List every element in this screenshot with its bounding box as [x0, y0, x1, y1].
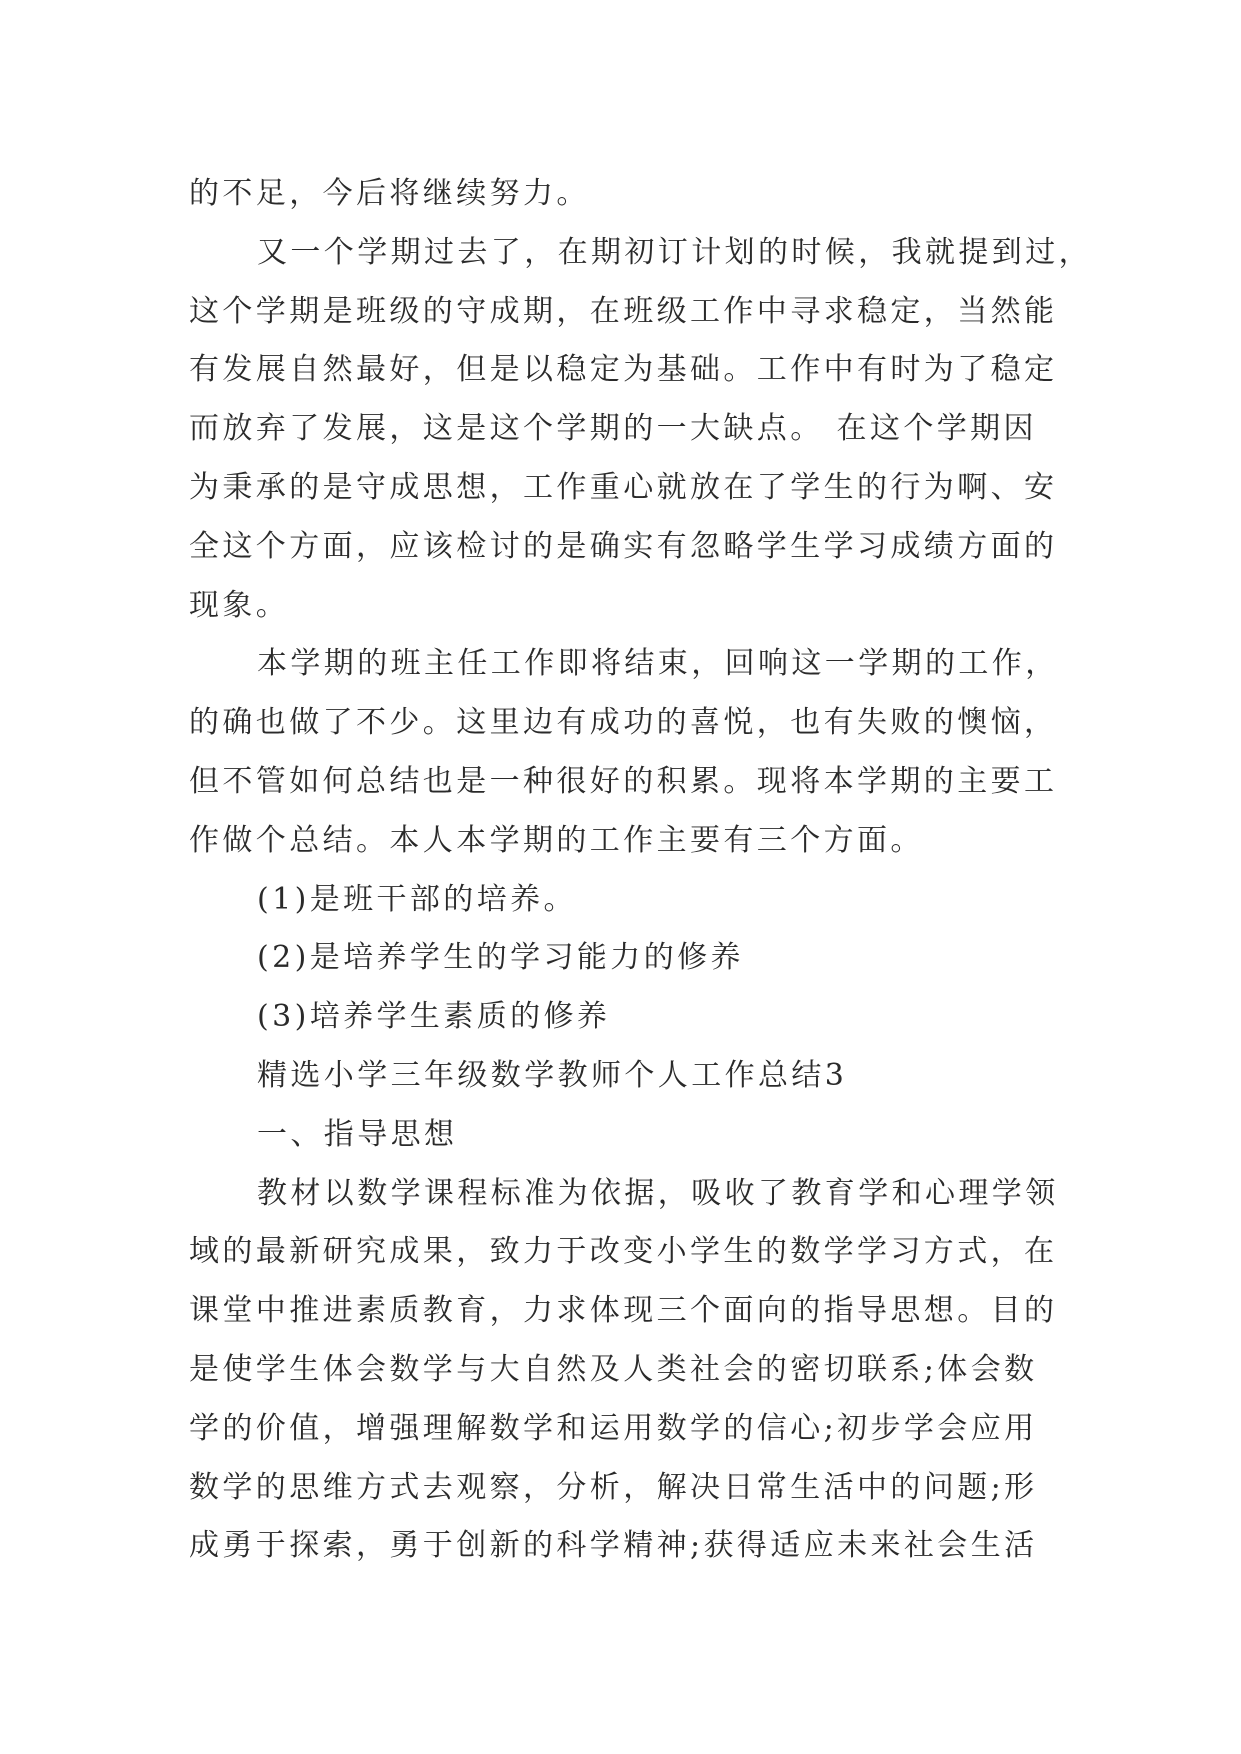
text-line: 的确也做了不少。这里边有成功的喜悦，也有失败的懊恼， — [189, 705, 1058, 741]
text-line: 有发展自然最好，但是以稳定为基础。工作中有时为了稳定 — [189, 352, 1058, 388]
text-line: 现象。 — [189, 587, 290, 623]
text-line: 这个学期是班级的守成期，在班级工作中寻求稳定，当然能 — [189, 293, 1058, 329]
paragraph-first-line: 又一个学期过去了，在期初订计划的时候，我就提到过， — [257, 234, 1092, 270]
text-line: 成勇于探索，勇于创新的科学精神;获得适应未来社会生活 — [189, 1528, 1038, 1564]
text-line: 学的价值，增强理解数学和运用数学的信心;初步学会应用 — [189, 1410, 1038, 1446]
text-line: 课堂中推进素质教育，力求体现三个面向的指导思想。目的 — [189, 1293, 1058, 1329]
text-line: 全这个方面，应该检讨的是确实有忽略学生学习成绩方面的 — [189, 528, 1058, 564]
text-line: 而放弃了发展，这是这个学期的一大缺点。 在这个学期因 — [189, 411, 1037, 447]
text-line: 数学的思维方式去观察，分析，解决日常生活中的问题;形 — [189, 1469, 1038, 1505]
text-line: 域的最新研究成果，致力于改变小学生的数学学习方式，在 — [189, 1234, 1058, 1270]
list-item: (2)是培养学生的学习能力的修养 — [257, 940, 744, 976]
text-line: 是使学生体会数学与大自然及人类社会的密切联系;体会数 — [189, 1351, 1038, 1387]
document-body — [189, 165, 1092, 1576]
paragraph-first-line: 教材以数学课程标准为依据，吸收了教育学和心理学领 — [257, 1175, 1059, 1211]
section-title: 精选小学三年级数学教师个人工作总结3 — [257, 1057, 848, 1093]
text-line: 为秉承的是守成思想，工作重心就放在了学生的行为啊、安 — [189, 469, 1058, 505]
list-item: (3)培养学生素质的修养 — [257, 999, 611, 1035]
list-item: (1)是班干部的培养。 — [257, 881, 577, 917]
paragraph-first-line: 本学期的班主任工作即将结束，回响这一学期的工作， — [257, 646, 1059, 682]
section-heading: 一、指导思想 — [257, 1116, 458, 1152]
text-line: 的不足，今后将继续努力。 — [189, 176, 590, 211]
text-line: 作做个总结。本人本学期的工作主要有三个方面。 — [189, 822, 924, 858]
text-line: 但不管如何总结也是一种很好的积累。现将本学期的主要工 — [189, 763, 1058, 799]
